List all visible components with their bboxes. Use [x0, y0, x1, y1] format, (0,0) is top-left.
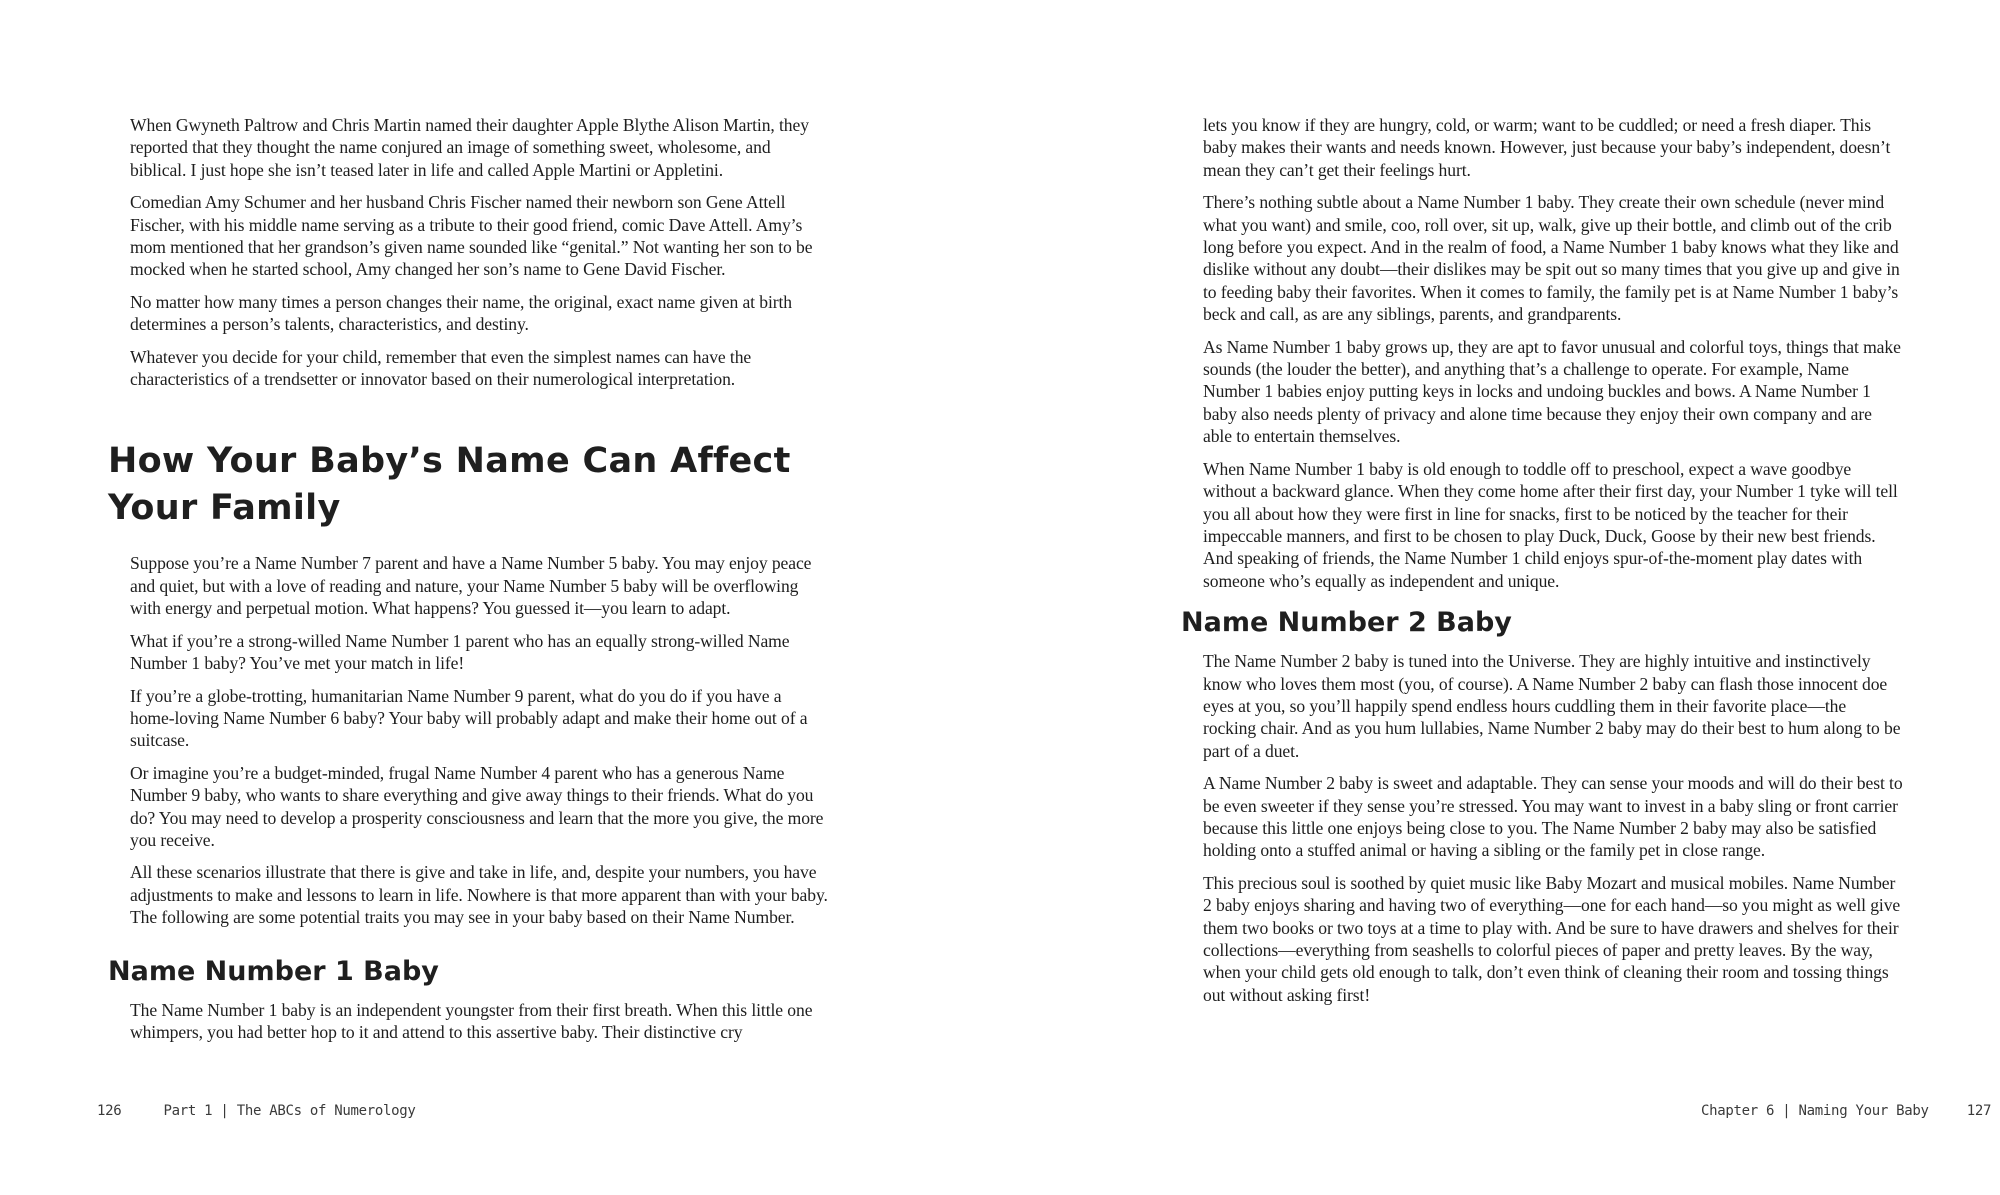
paragraph: Suppose you’re a Name Number 7 parent and have a Name Number 5 baby. You may enjoy peace and quiet, but with a love of reading and nature, your Name Number 5 baby will be overflowing with energy and perpetual motion. What happens? You guessed it—you learn to adapt. [130, 553, 812, 619]
paragraph: Whatever you decide for your child, remember that even the simplest names can have the characteristics of a trendsetter or innovator based on their numerological interpretation. [130, 346, 752, 390]
paragraph: There’s nothing subtle about a Name Number 1 baby. They create their own schedule (never mind what you want) and smile, coo, roll over, sit up, walk, give up their bottle, and climb out of the crib long before you expect. And in the realm of food, a Name Number 1 baby knows what they like and dislike without any doubt—their dislikes may be spit out so many times that you give up and give in to feeding baby their favorites. When it comes to family, the family pet is at Name Number 1 baby’s beck and call, as are any siblings, parents, and grandparents. [1203, 192, 1900, 325]
paragraph: The Name Number 1 baby is an independent youngster from their first breath. When this little one whimpers, you had better hop to it and attend to this assertive baby. Their distinctive cry [130, 999, 813, 1042]
page-number: 126 [97, 1103, 122, 1119]
running-footer: Part 1 | The ABCs of Numerology [163, 1103, 416, 1119]
paragraph: The Name Number 2 baby is tuned into the Universe. They are highly intuitive and instinctively know who loves them most (you, of course). A Name Number 2 baby can flash those innocent doe eyes at you, so you’ll happily spend endless hours cuddling them in their favorite place—the rocking chair. And as you hum lullabies, Name Number 2 baby may do their best to hum along to be part of a duet. [1203, 651, 1901, 761]
running-footer: Chapter 6 | Naming Your Baby [1701, 1103, 1929, 1119]
paragraph: All these scenarios illustrate that there is give and take in life, and, despite your numbers, you have adjustments to make and lessons to learn in life. Nowhere is that more apparent than with your baby. The following are some potential traits you may see in your baby based on their Name Number. [130, 862, 828, 928]
paragraph: As Name Number 1 baby grows up, they are apt to favor unusual and colorful toys, things that make sounds (the louder the better), and anything that’s a challenge to operate. For example, Name Number 1 babies enjoy putting keys in locks and undoing buckles and bows. A Name Number 1 baby also needs plenty of privacy and alone time because they enjoy their own company and are able to entertain themselves. [1203, 336, 1901, 447]
paragraph: If you’re a globe-trotting, humanitarian Name Number 9 parent, what do you do if you have a home-loving Name Number 6 baby? Your baby will probably adapt and make their home out of a suitcase. [130, 685, 808, 751]
subsection-heading: Name Number 1 Baby [108, 955, 439, 987]
paragraph: When Name Number 1 baby is old enough to toddle off to preschool, expect a wave goodbye without a backward glance. When they come home after their first day, your Number 1 tyke will tell you all about how they were first in line for snacks, first to be noticed by the teacher for their impeccable manners, and first to be chosen to play Duck, Duck, Goose by their new best friends. And speaking of friends, the Name Number 1 child enjoys spur-of-the-moment play dates with someone who’s equally as independent and unique. [1203, 458, 1898, 591]
paragraph: No matter how many times a person changes their name, the original, exact name given at birth determines a person’s talents, characteristics, and destiny. [130, 291, 792, 335]
paragraph: This precious soul is soothed by quiet music like Baby Mozart and musical mobiles. Name Number 2 baby enjoys sharing and having two of everything—one for each hand—so you might as well give them two books or two toys at a time to play with. And be sure to have drawers and shelves for their collections—everything from seashells to colorful pieces of paper and pretty leaves. By the way, when your child gets old enough to talk, don’t even think of cleaning their room and tossing things out without asking first! [1203, 872, 1901, 1005]
subsection-heading: Name Number 2 Baby [1181, 607, 1512, 639]
paragraph: Or imagine you’re a budget-minded, frugal Name Number 4 parent who has a generous Name Number 9 baby, who wants to share everything and give away things to their friends. What do you do? You may need to develop a prosperity consciousness and learn that the more you give, the more you receive. [130, 762, 824, 850]
paragraph: What if you’re a strong-willed Name Number 1 parent who has an equally strong-willed Name Number 1 baby? You’ve met your match in life! [130, 630, 790, 674]
paragraph: lets you know if they are hungry, cold, or warm; want to be cuddled; or need a fresh diaper. This baby makes their wants and needs known. However, just because your baby’s independent, doesn’t mean they can’t get their feelings hurt. [1203, 115, 1891, 180]
paragraph: A Name Number 2 baby is sweet and adaptable. They can sense your moods and will do their best to be even sweeter if they sense you’re stressed. You may want to invest in a baby sling or front carrier because this little one enjoys being close to you. The Name Number 2 baby may also be satisfied holding onto a stuffed animal or having a sibling or the family pet in close range. [1203, 773, 1903, 861]
paragraph: When Gwyneth Paltrow and Chris Martin named their daughter Apple Blythe Alison Martin, they reported that they thought the name conjured an image of something sweet, wholesome, and biblical. I just hope she isn’t teased later in life and called Apple Martini or Appletini. [130, 115, 809, 180]
section-heading: How Your Baby’s Name Can Affect Your Family [108, 441, 791, 529]
page-number: 127 [1966, 1103, 1992, 1119]
left-footer [97, 1103, 416, 1119]
right-page [1181, 114, 1903, 1016]
right-footer [1701, 1103, 1991, 1119]
paragraph: Comedian Amy Schumer and her husband Chris Fischer named their newborn son Gene Attell Fischer, with his middle name serving as a tribute to their good friend, comic Dave Attell. Amy’s mom mentioned that her grandson’s given name sounded like “genital.” Not wanting her son to be mocked when he started school, Amy changed her son’s name to Gene David Fischer. [130, 192, 813, 280]
left-page [108, 114, 830, 1053]
